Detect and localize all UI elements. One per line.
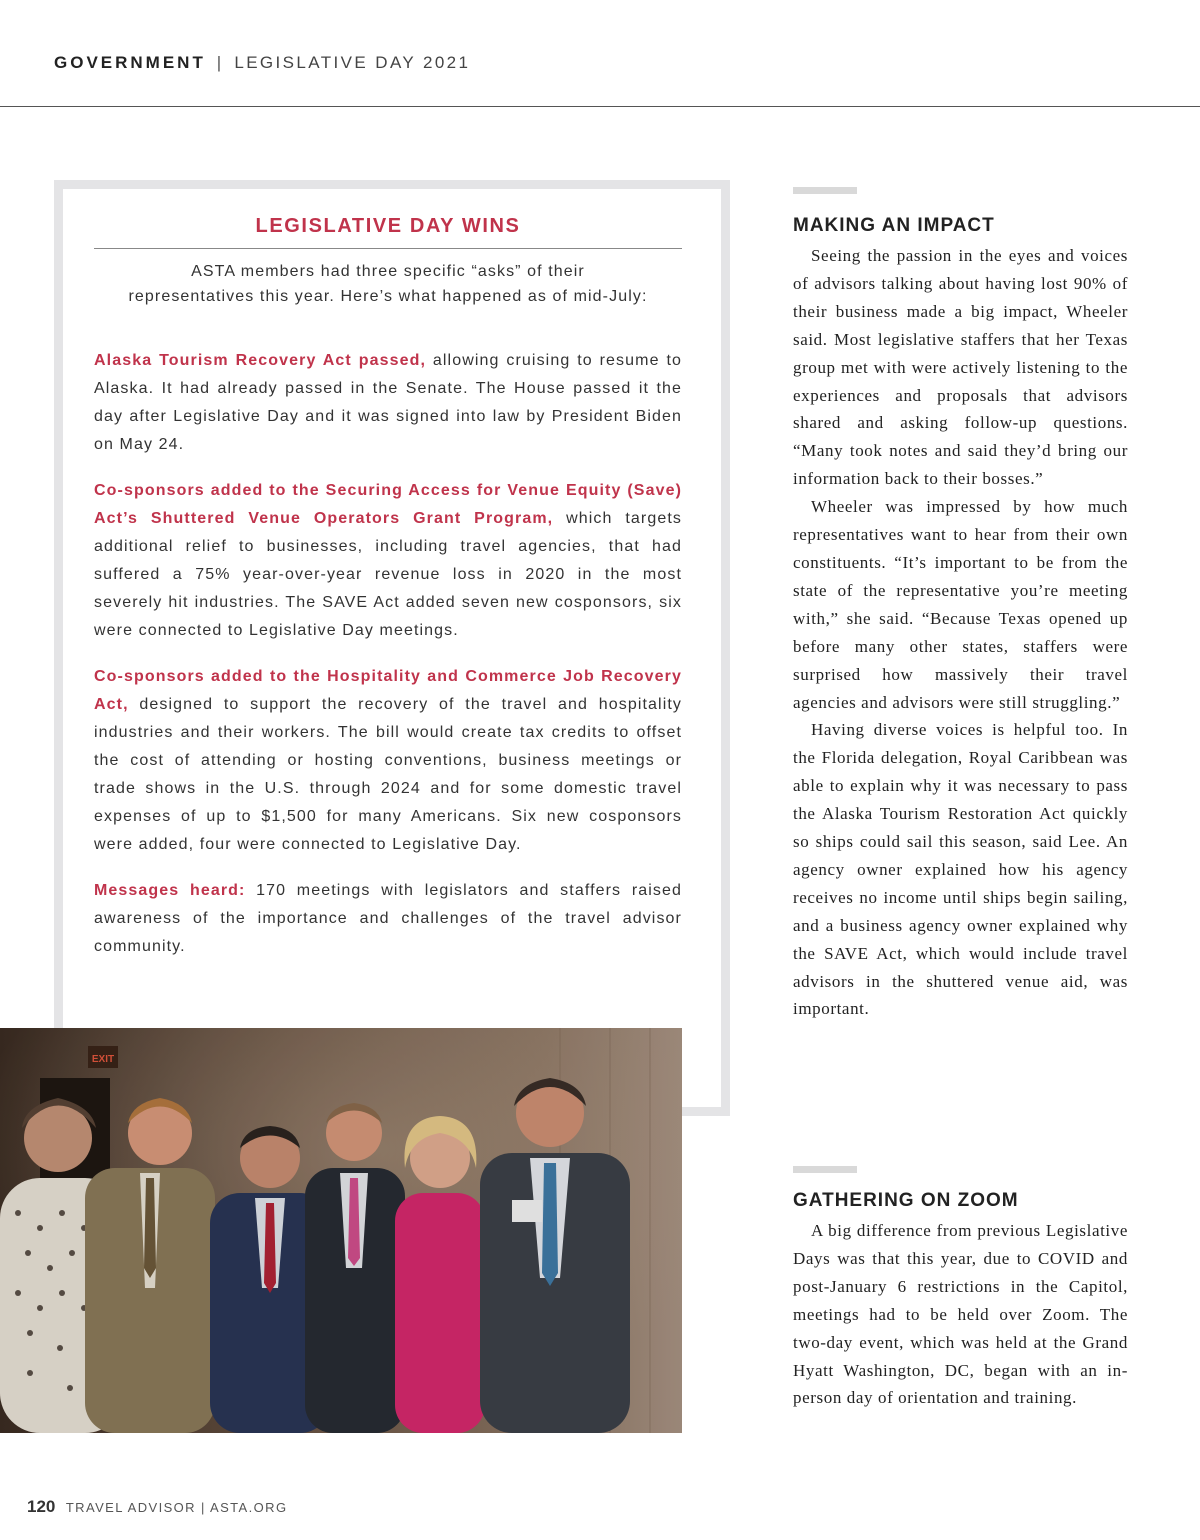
sidebar-item-text: which targets additional relief to businesses, including travel agencies, that had suffered a 75% year-over-year revenue loss in 2020 in the most severely hit industries. The SAVE Act added seven new cosponsors, six were connected to Legislative Day meetings. <box>94 510 682 639</box>
impact-accent-bar <box>793 187 857 194</box>
impact-paragraph: Wheeler was impressed by how much representatives want to hear from their own constituents. “It’s important to be from the state of the representative you’re meeting with,” she said. “Because Texas opened up before many other states, staffers were surprised how massively their travel agencies and advisors were still struggling.” <box>793 497 1128 712</box>
sidebar-item <box>94 347 682 459</box>
zoom-accent-bar <box>793 1166 857 1173</box>
zoom-paragraph: A big difference from previous Legislative Days was that this year, due to COVID and post-January 6 restrictions in the Capitol, meetings had to be held over Zoom. The two-day event, which was held at the Grand Hyatt Washington, DC, began with an in-person day of orientation and training. <box>793 1221 1128 1408</box>
sidebar-intro-line: ASTA members had three specific “asks” of their <box>191 263 585 280</box>
running-header <box>54 53 470 73</box>
header-divider <box>0 106 1200 107</box>
sidebar-item-lead: Messages heard: <box>94 882 246 899</box>
page-number: 120 <box>27 1497 56 1516</box>
sidebar-item-lead: Co-sponsors added to the Securing Access for Venue Equity (Save) Act’s Shuttered Venue Operators Grant Program, <box>94 482 682 527</box>
sidebar-title-divider <box>94 248 682 249</box>
sidebar-item <box>94 663 682 859</box>
sidebar-item-lead: Alaska Tourism Recovery Act passed, <box>94 352 426 369</box>
issue-label: LEGISLATIVE DAY 2021 <box>234 53 471 72</box>
impact-paragraph: Seeing the passion in the eyes and voices of advisors talking about having lost 90% of their business made a big impact, Wheeler said. Most legislative staffers that her Texas group met with were actively listening to the experiences and proposals that advisors shared and asking follow-up questions. “Many took notes and said they’d bring our information back to their bosses.” <box>793 246 1128 489</box>
sidebar-item <box>94 477 682 645</box>
sidebar-intro-line: representatives this year. Here’s what happened as of mid-July: <box>128 288 648 305</box>
publication-credit: TRAVEL ADVISOR | ASTA.ORG <box>65 1500 288 1515</box>
sidebar-item <box>94 877 682 961</box>
sidebar-item-text: allowing cruising to resume to Alaska. It had already passed in the Senate. The House passed it the day after Legislative Day and it was signed into law by President Biden on May 24. <box>94 352 683 453</box>
zoom-heading: GATHERING ON ZOOM <box>793 1190 1019 1211</box>
zoom-body <box>793 1217 1128 1412</box>
group-photo <box>0 1028 682 1433</box>
svg-text:EXIT: EXIT <box>91 1054 115 1065</box>
sidebar-item-lead: Co-sponsors added to the Hospitality and Commerce Job Recovery Act, <box>94 668 682 713</box>
impact-body <box>793 242 1128 1023</box>
sidebar-title: LEGISLATIVE DAY WINS <box>255 215 521 237</box>
sidebar-intro <box>94 259 682 309</box>
impact-paragraph: Having diverse voices is helpful too. In the Florida delegation, Royal Caribbean was able to explain why it was necessary to pass the Alaska Tourism Restoration Act quickly so ships could sail this season, said Lee. An agency owner explained how his agency receives no income until ships begin sailing, and a business agency owner explained why the SAVE Act, which would include travel advisors in the shuttered venue aid, was important. <box>793 720 1128 1019</box>
sidebar-items <box>94 347 682 979</box>
page-footer <box>27 1497 287 1517</box>
section-label: GOVERNMENT <box>54 53 206 72</box>
impact-heading: MAKING AN IMPACT <box>793 215 995 236</box>
sidebar-item-text: designed to support the recovery of the travel and hospitality industries and their workers. The bill would create tax credits to offset the cost of attending or hosting conventions, business meetings or trade shows in the U.S. through 2024 and for some domestic travel expenses of up to $1,500 for many Americans. Six new cosponsors were added, four were connected to Legislative Day. <box>94 696 682 853</box>
sidebar-item-text: 170 meetings with legislators and staffers raised awareness of the importance and challenges of the travel advisor community. <box>94 882 682 955</box>
header-separator: | <box>216 53 224 72</box>
